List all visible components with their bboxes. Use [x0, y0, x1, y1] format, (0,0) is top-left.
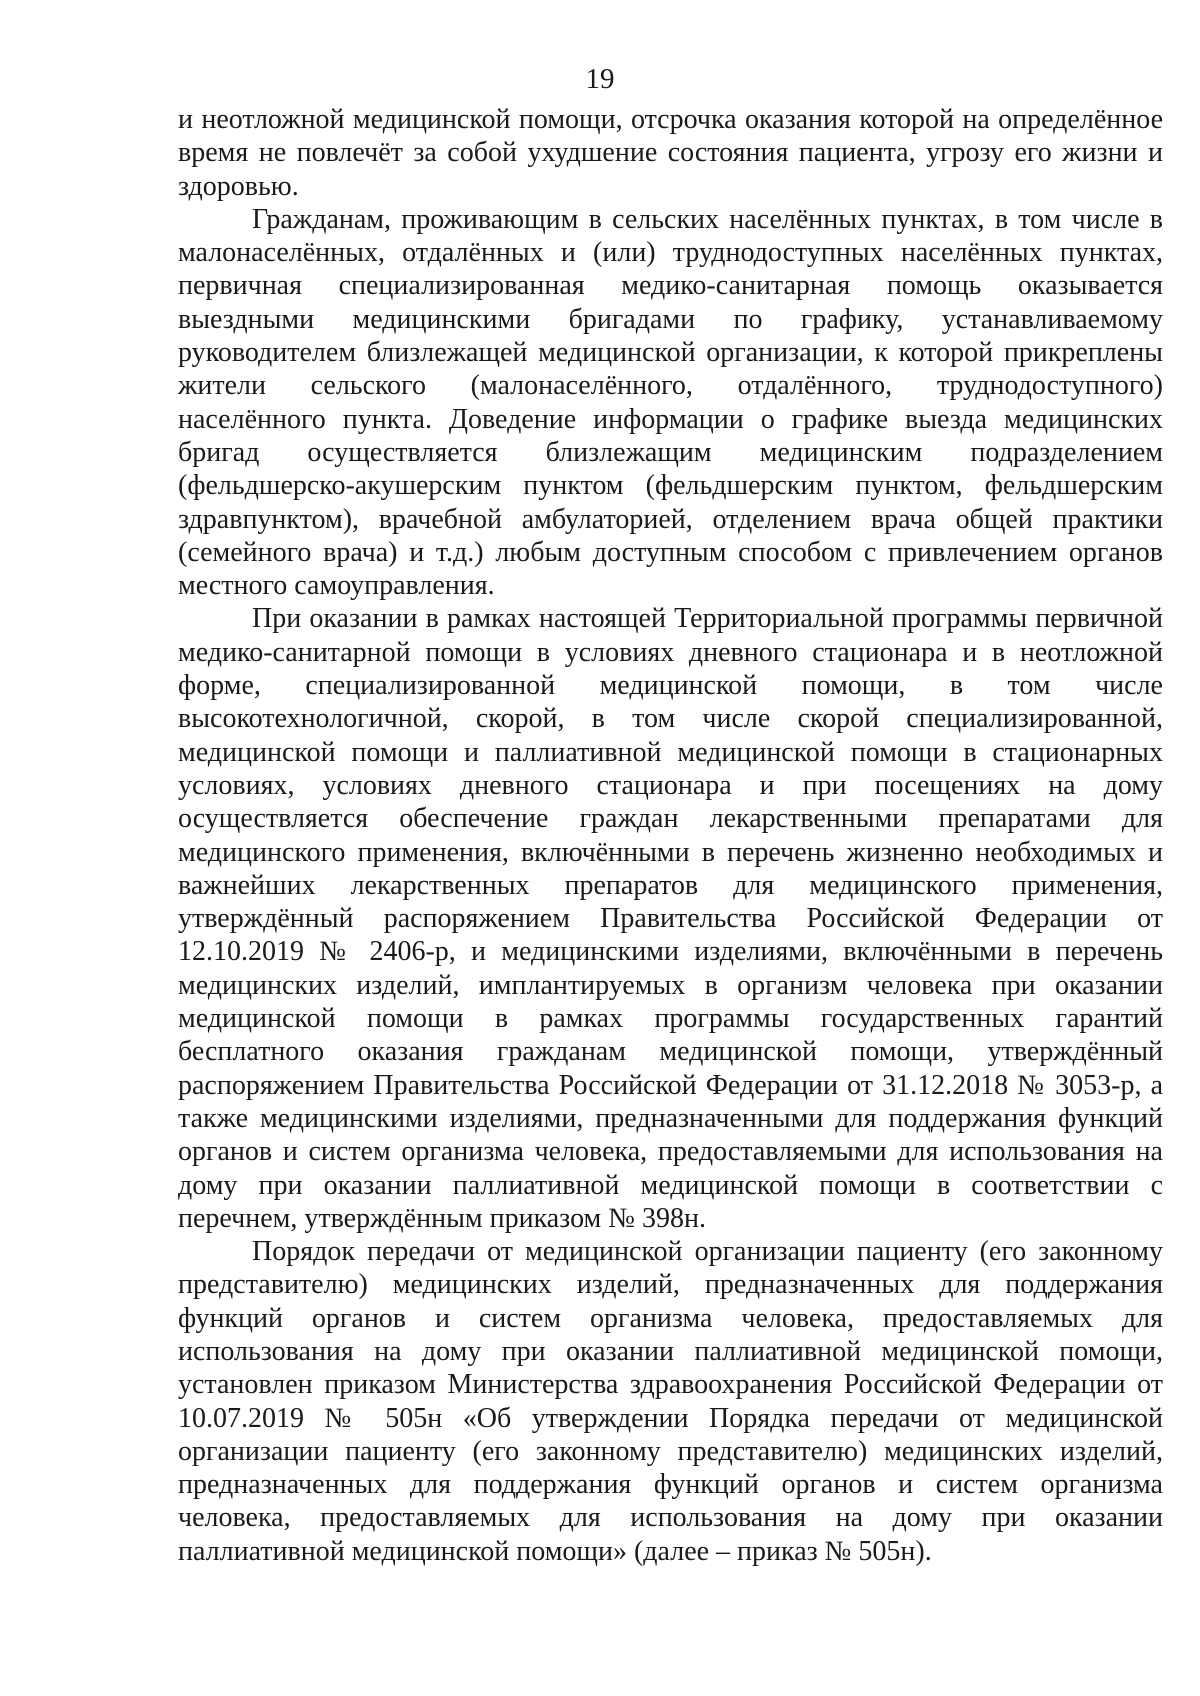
paragraph-device-transfer-order: Порядок передачи от медицинской организации пациенту (его законному представителю) медицинских изделий, предназначенных для поддержания функций органов и систем организма человека, предоставляемых для использования на дому при оказании паллиативной медицинской помощи, установлен приказом Министерства здравоохранения Российской Федерации от 10.07.2019 № 505н «Об утверждении Порядка передачи от медицинской организации пациенту (его законному представителю) медицинских изделий, предназначенных для поддержания функций органов и систем организма человека, предоставляемых для использования на дому при оказании паллиативной медицинской помощи» (далее – приказ № 505н).	[178, 1236, 1163, 1567]
paragraph-drug-provision: При оказании в рамках настоящей Территориальной программы первичной медико-санитарной помощи в условиях дневного стационара и в неотложной форме, специализированной медицинской помощи, в том числе высокотехнологичной, скорой, в том числе скорой специализированной, медицинской помощи и паллиативной медицинской помощи в стационарных условиях, условиях дневного стационара и при посещениях на дому осуществляется обеспечение граждан лекарственными препаратами для медицинского применения, включёнными в перечень жизненно необходимых и важнейших лекарственных препаратов для медицинского применения, утверждённый распоряжением Правительства Российской Федерации от 12.10.2019 № 2406-р, и медицинскими изделиями, включёнными в перечень медицинских изделий, имплантируемых в организм человека при оказании медицинской помощи в рамках программы государственных гарантий бесплатного оказания гражданам медицинской помощи, утверждённый распоряжением Правительства Российской Федерации от 31.12.2018 № 3053-р, а также медицинскими изделиями, предназначенными для поддержания функций органов и систем организма человека, предоставляемыми для использования на дому при оказании паллиативной медицинской помощи в соответствии с перечнем, утверждённым приказом № 398н.	[178, 603, 1163, 1234]
page-number: 19	[585, 63, 615, 95]
document-body	[178, 103, 1163, 1568]
paragraph-rural-residents: Гражданам, проживающим в сельских населённых пунктах, в том числе в малонаселённых, отдалённых и (или) труднодоступных населённых пунктах, первичная специализированная медико-санитарная помощь оказывается выездными медицинскими бригадами по графику, устанавливаемому руководителем близлежащей медицинской организации, к которой прикреплены жители сельского (малонаселённого, отдалённого, труднодоступного) населённого пункта. Доведение информации о графике выезда медицинских бригад осуществляется близлежащим медицинским подразделением (фельдшерско-акушерским пунктом (фельдшерским пунктом, фельдшерским здравпунктом), врачебной амбулаторией, отделением врача общей практики (семейного врача) и т.д.) любым доступным способом с привлечением органов местного самоуправления.	[178, 203, 1163, 602]
paragraph-continuation: и неотложной медицинской помощи, отсрочка оказания которой на определённое время не повлечёт за собой ухудшение состояния пациента, угрозу его жизни и здоровью.	[178, 104, 1163, 202]
